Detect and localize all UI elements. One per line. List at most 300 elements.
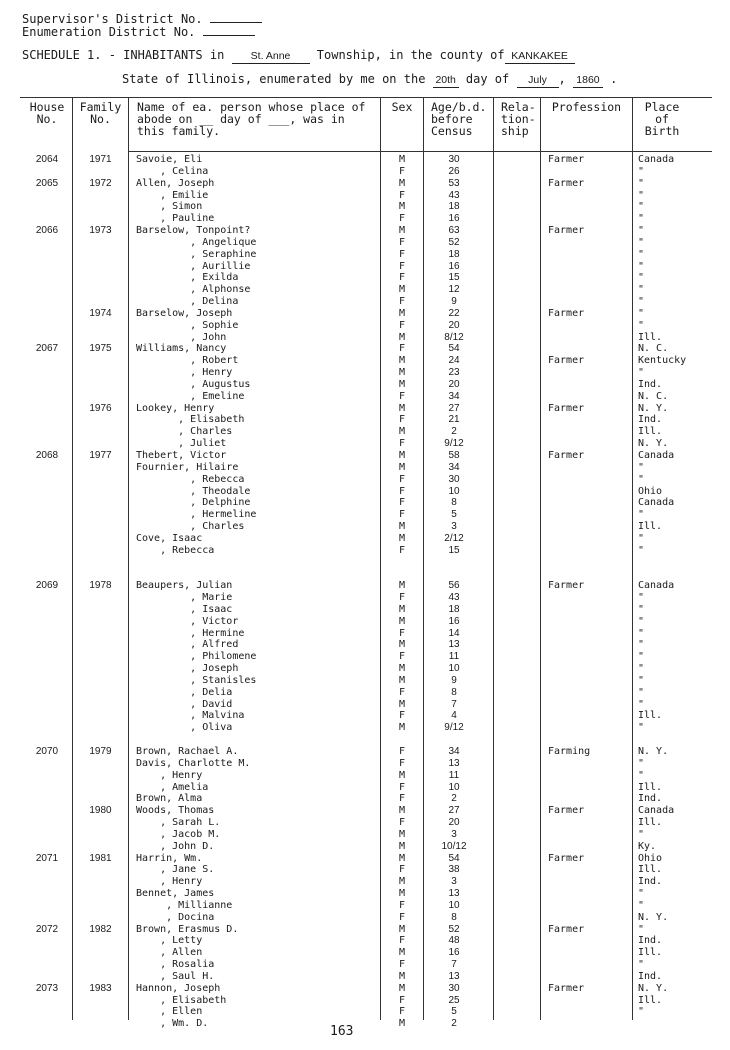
person-name: Cove, Isaac: [136, 532, 203, 544]
person-name: Beaupers, Julian: [136, 580, 233, 592]
supervisor-district-blank: [210, 12, 262, 23]
sex-value: F: [398, 793, 406, 805]
house-number: 2070: [35, 746, 59, 757]
birthplace-value: Ill.: [638, 781, 663, 793]
person-name: Barselow, Joseph: [136, 307, 233, 319]
sex-value: M: [398, 828, 406, 840]
person-name: , Malvina: [136, 710, 245, 722]
age-value: 30: [448, 154, 460, 165]
age-value: 48: [448, 935, 460, 947]
person-name: , Hermeline: [136, 509, 257, 521]
table-top-rule: [20, 97, 712, 98]
birthplace-value: ": [638, 225, 645, 237]
sex-value: M: [398, 923, 406, 935]
person-name: , Marie: [136, 592, 233, 604]
person-name: , Sarah L.: [136, 817, 221, 829]
birthplace-value: Canada: [638, 450, 675, 461]
sex-value: M: [398, 402, 406, 414]
age-value: 9: [451, 296, 457, 308]
sex-value: F: [398, 497, 406, 509]
month-value: July: [517, 74, 559, 88]
person-name: , Theodale: [136, 485, 251, 497]
person-name: , Ellen: [136, 1006, 203, 1018]
age-value: 13: [448, 639, 460, 651]
birthplace-value: N. Y.: [638, 911, 669, 923]
person-name: , Elisabeth: [136, 994, 227, 1006]
profession-value: Farmer: [548, 177, 585, 189]
sex-value: F: [398, 165, 406, 177]
day-suffix: day of: [465, 72, 510, 86]
profession-value: Farming: [548, 746, 591, 757]
age-value: 2: [451, 793, 457, 805]
sex-value: M: [398, 307, 406, 319]
birthplace-value: ": [638, 828, 645, 840]
age-value: 54: [448, 343, 460, 355]
age-value: 13: [448, 970, 460, 982]
sex-value: F: [398, 864, 406, 876]
birthplace-value: ": [638, 674, 645, 686]
person-name: Williams, Nancy: [136, 343, 227, 355]
person-name: , Augustus: [136, 378, 251, 390]
age-value: 20: [448, 319, 460, 331]
person-name: , Robert: [136, 355, 239, 367]
birthplace-value: ": [638, 722, 645, 734]
age-value: 2/12: [444, 532, 464, 544]
age-value: 13: [448, 888, 460, 900]
person-name: , Simon: [136, 201, 203, 213]
sex-value: F: [398, 899, 406, 911]
profession-column-header: Profession: [551, 100, 622, 114]
family-number: 1972: [89, 177, 112, 189]
sex-value: M: [398, 450, 406, 461]
birthplace-value: ": [638, 663, 645, 675]
birthplace-value: Ill.: [638, 521, 663, 533]
column-divider: [128, 97, 129, 1020]
birthplace-value: ": [638, 769, 645, 781]
age-value: 15: [448, 272, 460, 284]
schedule-line: [22, 49, 575, 64]
age-value: 34: [448, 390, 460, 402]
sex-value: F: [398, 414, 406, 426]
sex-value: F: [398, 296, 406, 308]
person-name: , Allen: [136, 947, 203, 959]
birthplace-value: ": [638, 272, 645, 284]
person-name: , Delphine: [136, 497, 251, 509]
person-name: Thebert, Victor: [136, 450, 227, 461]
age-value: 10/12: [441, 840, 467, 852]
sex-value: F: [398, 651, 406, 663]
person-name: , Letty: [136, 935, 203, 947]
sex-value: M: [398, 461, 406, 473]
sex-value: M: [398, 674, 406, 686]
age-value: 30: [448, 473, 460, 485]
house-number: 2073: [35, 982, 59, 994]
age-value: 25: [448, 994, 460, 1006]
sex-value: M: [398, 521, 406, 533]
person-name: , Henry: [136, 876, 203, 888]
age-value: 56: [448, 580, 460, 592]
age-value: 10: [448, 485, 460, 497]
person-name: , Celina: [136, 165, 209, 177]
sex-column-header: Sex: [391, 100, 413, 114]
age-value: 22: [448, 307, 460, 319]
age-value: 58: [448, 450, 460, 461]
age-column-header: Age/b.d. before Census: [431, 100, 487, 138]
sex-value: M: [398, 888, 406, 900]
enumeration-district-line: [22, 25, 255, 39]
birthplace-value: Ind.: [638, 793, 663, 805]
person-name: , Aurillie: [136, 260, 251, 272]
person-name: , Jane S.: [136, 864, 215, 876]
birthplace-value: ": [638, 319, 645, 331]
sex-value: M: [398, 698, 406, 710]
person-name: , Jacob M.: [136, 828, 221, 840]
person-name: , Henry: [136, 769, 203, 781]
birthplace-value: Ind.: [638, 414, 663, 426]
person-name: , Delia: [136, 686, 233, 698]
person-name: Brown, Erasmus D.: [136, 923, 239, 935]
sex-value: F: [398, 260, 406, 272]
year-value: 1860: [573, 74, 603, 88]
family-column-header: Family No.: [79, 100, 122, 126]
supervisor-district-label: Supervisor's District No.: [22, 12, 203, 26]
birthplace-value: N. Y.: [638, 402, 669, 414]
person-name: Barselow, Tonpoint?: [136, 225, 251, 237]
sex-value: F: [398, 781, 406, 793]
sex-value: F: [398, 544, 406, 556]
age-value: 5: [451, 1006, 457, 1018]
age-value: 43: [448, 189, 460, 201]
age-value: 52: [448, 923, 460, 935]
house-number: 2072: [35, 923, 59, 935]
relationship-column-header: Rela- tion- ship: [501, 100, 536, 138]
family-number: 1981: [89, 852, 112, 864]
column-divider: [632, 97, 633, 1020]
house-number: 2066: [35, 225, 59, 237]
person-name: , Alphonse: [136, 284, 251, 296]
birthplace-value: ": [638, 284, 645, 296]
page-number: 163: [330, 1024, 354, 1039]
sex-value: F: [398, 710, 406, 722]
age-value: 30: [448, 982, 460, 994]
sex-value: F: [398, 959, 406, 971]
age-value: 9/12: [444, 722, 464, 734]
birthplace-value: Ill.: [638, 817, 663, 829]
sex-value: M: [398, 1018, 406, 1030]
family-number: 1980: [89, 805, 112, 817]
age-value: 2: [451, 426, 457, 438]
profession-value: Farmer: [548, 154, 585, 165]
person-name: Brown, Alma: [136, 793, 203, 805]
person-name: , Sophie: [136, 319, 239, 331]
sex-value: M: [398, 982, 406, 994]
name-column-header: Name of ea. person whose place of abode on __ day of ___, was in this family.: [137, 100, 366, 138]
birthplace-value: N. C.: [638, 390, 669, 402]
birthplace-value: ": [638, 1006, 645, 1018]
sex-value: M: [398, 852, 406, 864]
house-number: 2068: [35, 450, 59, 461]
person-name: , Stanisles: [136, 674, 257, 686]
age-value: 3: [451, 521, 457, 533]
birthplace-column-header: Place of Birth: [644, 100, 680, 138]
age-value: 8: [451, 686, 457, 698]
sex-value: F: [398, 1006, 406, 1018]
age-value: 16: [448, 947, 460, 959]
birthplace-value: ": [638, 651, 645, 663]
person-name: , Wm. D.: [136, 1018, 209, 1030]
house-number: 2065: [35, 177, 59, 189]
state-line: State of Illinois, enumerated by me on the 20th day of July , 1860 .: [122, 72, 618, 86]
person-name: , Pauline: [136, 213, 215, 225]
sex-value: M: [398, 947, 406, 959]
age-value: 10: [448, 781, 460, 793]
birthplace-value: N. Y.: [638, 982, 669, 994]
person-name: , John: [136, 331, 227, 343]
person-name: Lookey, Henry: [136, 402, 215, 414]
age-value: 11: [448, 769, 460, 781]
birthplace-value: ": [638, 592, 645, 604]
sex-value: M: [398, 580, 406, 592]
person-name: , Joseph: [136, 663, 239, 675]
age-value: 20: [448, 378, 460, 390]
sex-value: M: [398, 876, 406, 888]
birthplace-value: ": [638, 923, 645, 935]
sex-value: F: [398, 438, 406, 450]
supervisor-district-line: [22, 12, 262, 26]
person-name: , Philomene: [136, 651, 257, 663]
family-number: 1973: [89, 225, 112, 237]
column-divider: [540, 97, 541, 1020]
person-name: , Oliva: [136, 722, 233, 734]
age-value: 27: [448, 402, 460, 414]
age-value: 52: [448, 236, 460, 248]
birthplace-value: Ind.: [638, 378, 663, 390]
age-value: 2: [451, 1018, 457, 1030]
profession-value: Farmer: [548, 852, 585, 864]
sex-value: F: [398, 686, 406, 698]
person-name: Savoie, Eli: [136, 154, 203, 165]
person-name: , Millianne: [136, 899, 233, 911]
person-name: , Victor: [136, 615, 239, 627]
age-value: 10: [448, 899, 460, 911]
birthplace-value: ": [638, 757, 645, 769]
age-value: 8: [451, 497, 457, 509]
birthplace-value: Ill.: [638, 994, 663, 1006]
person-name: Harrin, Wm.: [136, 852, 203, 864]
person-name: Davis, Charlotte M.: [136, 757, 251, 769]
person-name: , Charles: [136, 521, 245, 533]
person-name: , Rebecca: [136, 544, 215, 556]
age-value: 10: [448, 663, 460, 675]
sex-value: F: [398, 746, 406, 757]
age-value: 16: [448, 260, 460, 272]
birthplace-value: ": [638, 698, 645, 710]
birthplace-value: Ind.: [638, 876, 663, 888]
age-value: 54: [448, 852, 460, 864]
house-number: 2067: [35, 343, 59, 355]
age-value: 12: [448, 284, 460, 296]
birthplace-value: Ind.: [638, 970, 663, 982]
person-name: , Exilda: [136, 272, 239, 284]
person-name: , Rosalia: [136, 959, 215, 971]
birthplace-value: Ind.: [638, 935, 663, 947]
person-name: , Amelia: [136, 781, 209, 793]
age-value: 20: [448, 817, 460, 829]
age-value: 9/12: [444, 438, 464, 450]
house-number: 2071: [35, 852, 59, 864]
age-value: 16: [448, 615, 460, 627]
profession-value: Farmer: [548, 307, 585, 319]
sex-value: M: [398, 284, 406, 296]
birthplace-value: N. Y.: [638, 746, 669, 757]
house-number: 2069: [35, 580, 59, 592]
person-name: Allen, Joseph: [136, 177, 215, 189]
age-value: 4: [451, 710, 457, 722]
age-value: 8: [451, 911, 457, 923]
person-name: , Hermine: [136, 627, 245, 639]
birthplace-value: ": [638, 532, 645, 544]
sex-value: F: [398, 473, 406, 485]
birthplace-value: ": [638, 307, 645, 319]
birthplace-value: ": [638, 213, 645, 225]
sex-value: M: [398, 426, 406, 438]
sex-value: F: [398, 236, 406, 248]
age-value: 43: [448, 592, 460, 604]
age-value: 14: [448, 627, 460, 639]
age-value: 8/12: [444, 331, 464, 343]
birthplace-value: Ky.: [638, 840, 657, 852]
person-name: Fournier, Hilaire: [136, 461, 239, 473]
birthplace-value: Canada: [638, 497, 675, 509]
person-name: , Docina: [136, 911, 215, 923]
person-name: , John D.: [136, 840, 215, 852]
table-header-rule: [128, 151, 712, 152]
sex-value: F: [398, 911, 406, 923]
person-name: , Isaac: [136, 603, 233, 615]
birthplace-value: Canada: [638, 154, 675, 165]
age-value: 26: [448, 165, 460, 177]
person-name: , Emilie: [136, 189, 209, 201]
sex-value: M: [398, 603, 406, 615]
sex-value: M: [398, 154, 406, 165]
age-value: 18: [448, 248, 460, 260]
sex-value: M: [398, 201, 406, 213]
house-column-header: House No.: [29, 100, 65, 126]
age-value: 15: [448, 544, 460, 556]
sex-value: M: [398, 769, 406, 781]
age-value: 3: [451, 876, 457, 888]
family-number: 1983: [89, 982, 112, 994]
birthplace-value: ": [638, 959, 645, 971]
family-number: 1975: [89, 343, 112, 355]
age-value: 53: [448, 177, 460, 189]
birthplace-value: ": [638, 639, 645, 651]
profession-value: Farmer: [548, 805, 585, 817]
age-value: 11: [448, 651, 460, 663]
family-number: 1978: [89, 580, 112, 592]
birthplace-value: ": [638, 888, 645, 900]
county-value: KANKAKEE: [505, 50, 575, 64]
age-value: 21: [448, 414, 460, 426]
sex-value: M: [398, 225, 406, 237]
person-name: , Henry: [136, 367, 233, 379]
birthplace-value: N. C.: [638, 343, 669, 355]
age-value: 7: [451, 698, 457, 710]
sex-value: F: [398, 817, 406, 829]
person-name: Woods, Thomas: [136, 805, 215, 817]
enumeration-district-label: Enumeration District No.: [22, 25, 196, 39]
birthplace-value: ": [638, 296, 645, 308]
person-name: , Seraphine: [136, 248, 257, 260]
profession-value: Farmer: [548, 982, 585, 994]
birthplace-value: Ill.: [638, 331, 663, 343]
age-value: 18: [448, 603, 460, 615]
birthplace-value: ": [638, 248, 645, 260]
schedule-label: SCHEDULE 1. - INHABITANTS in: [22, 48, 225, 62]
family-number: 1971: [89, 154, 112, 165]
sex-value: F: [398, 994, 406, 1006]
age-value: 38: [448, 864, 460, 876]
person-name: , Emeline: [136, 390, 245, 402]
birthplace-value: ": [638, 461, 645, 473]
age-value: 5: [451, 509, 457, 521]
sex-value: M: [398, 663, 406, 675]
birthplace-value: ": [638, 177, 645, 189]
birthplace-value: Canada: [638, 580, 675, 592]
birthplace-value: ": [638, 899, 645, 911]
person-name: , Delina: [136, 296, 239, 308]
birthplace-value: Ohio: [638, 485, 663, 497]
profession-value: Farmer: [548, 355, 585, 367]
age-value: 34: [448, 461, 460, 473]
birthplace-value: ": [638, 603, 645, 615]
sex-value: F: [398, 248, 406, 260]
person-name: Bennet, James: [136, 888, 215, 900]
sex-value: F: [398, 319, 406, 331]
birthplace-value: ": [638, 201, 645, 213]
person-name: , Alfred: [136, 639, 239, 651]
sex-value: F: [398, 485, 406, 497]
profession-value: Farmer: [548, 450, 585, 461]
sex-value: F: [398, 935, 406, 947]
person-name: , David: [136, 698, 233, 710]
birthplace-value: ": [638, 509, 645, 521]
house-number: 2064: [35, 154, 59, 165]
profession-value: Farmer: [548, 580, 585, 592]
sex-value: M: [398, 177, 406, 189]
sex-value: F: [398, 592, 406, 604]
birthplace-value: ": [638, 544, 645, 556]
sex-value: M: [398, 367, 406, 379]
sex-value: M: [398, 970, 406, 982]
sex-value: F: [398, 757, 406, 769]
age-value: 13: [448, 757, 460, 769]
birthplace-value: ": [638, 367, 645, 379]
person-name: , Elisabeth: [136, 414, 245, 426]
township-suffix: Township, in the county of: [316, 48, 505, 62]
birthplace-value: ": [638, 260, 645, 272]
family-number: 1974: [89, 307, 112, 319]
sex-value: F: [398, 189, 406, 201]
sex-value: M: [398, 639, 406, 651]
sex-value: M: [398, 378, 406, 390]
person-name: , Angelique: [136, 236, 257, 248]
person-name: , Juliet: [136, 438, 227, 450]
family-number: 1977: [89, 450, 112, 461]
birthplace-value: Ill.: [638, 864, 663, 876]
sex-value: M: [398, 532, 406, 544]
day-value: 20th: [433, 74, 459, 88]
